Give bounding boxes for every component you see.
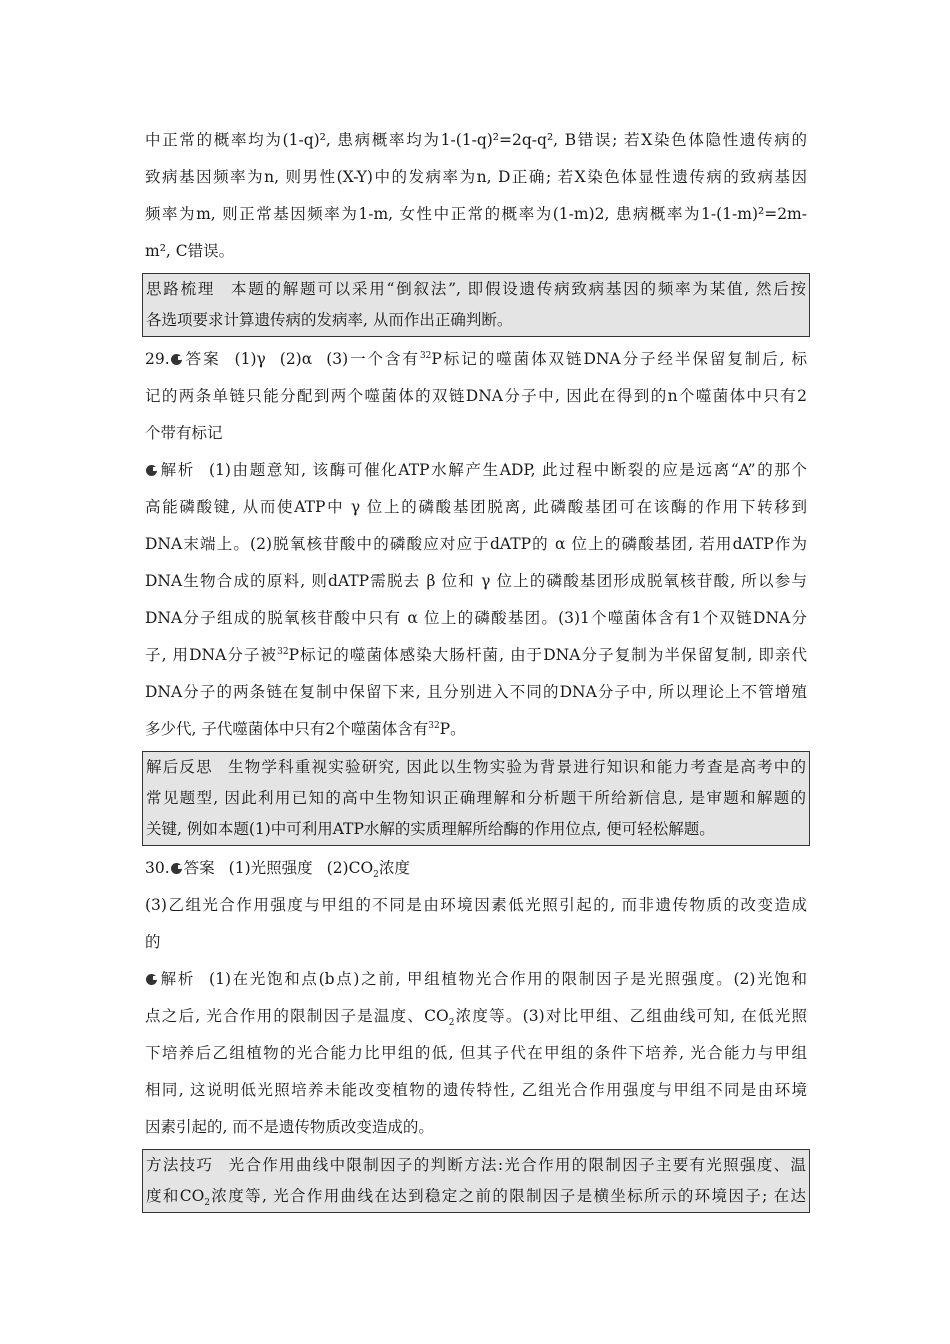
text-line xyxy=(145,637,807,674)
text-part: 度和CO xyxy=(146,1187,205,1205)
tip-text: 光合作用曲线中限制因子的判断方法:光合作用的限制因子主要有光照强度、温 xyxy=(227,1156,806,1174)
answer-part: (2)CO xyxy=(326,859,374,877)
text-line: 频率为m, 则正常基因频率为1-m, 女性中正常的概率为(1-m)2, 患病概率为1-(1-m)²=2m- xyxy=(145,205,807,223)
text-line: m², C错误。 xyxy=(145,242,235,260)
text-line: 常见题型, 因此利用已知的高中生物知识正确理解和分析题干所给新信息, 是审题和解题的 xyxy=(146,789,806,807)
tip-label: 解后反思 xyxy=(146,758,213,776)
text-line: 高能磷酸键, 从而使ATP中 γ 位上的磷酸基团脱离, 此磷酸基团可在该酶的作用下转移到 xyxy=(145,498,807,516)
tip-box-method xyxy=(142,1149,810,1213)
question-number: 29. xyxy=(145,350,170,368)
text-line xyxy=(146,1150,806,1181)
analysis-marker-icon xyxy=(146,465,157,476)
answer-part: (1)光照强度 xyxy=(228,859,313,877)
analysis-label: 解析 xyxy=(159,461,195,479)
tip-label: 思路梳理 xyxy=(146,280,216,298)
tip-box-reflection xyxy=(142,751,810,846)
answer-part: 浓度 xyxy=(378,859,410,877)
tip-label: 方法技巧 xyxy=(146,1156,214,1174)
superscript: 32 xyxy=(419,350,432,361)
answer-marker-icon xyxy=(171,354,182,365)
answer-part: (3)一个含有 xyxy=(326,350,420,368)
subscript: 2 xyxy=(204,1198,211,1209)
analysis-text: (1)由题意知, 该酶可催化ATP水解产生ADP, 此过程中断裂的应是远离“A”的那个 xyxy=(208,461,807,479)
analysis-line xyxy=(145,961,807,998)
text-line xyxy=(145,998,807,1035)
text-line: 记的两条单链只能分配到两个噬菌体的双链DNA分子中, 因此在得到的n个噬菌体中只有2 xyxy=(145,387,807,405)
text-line: 的 xyxy=(145,933,161,951)
text-part: 多少代, 子代噬菌体中只有2个噬菌体含有 xyxy=(145,720,429,738)
question-number: 30. xyxy=(145,859,170,877)
text-line xyxy=(146,752,806,783)
text-line: 各选项要求计算遗传病的发病率, 从而作出正确判断。 xyxy=(146,311,513,329)
tip-box-thinking xyxy=(142,273,810,337)
answer-label: 答案 xyxy=(183,350,221,368)
answer-part: P标记的噬菌体双链DNA分子经半保留复制后, 标 xyxy=(431,350,807,368)
subscript: 2 xyxy=(373,870,379,881)
text-line: 致病基因频率为n, 则男性(X-Y)中的发病率为n, D正确; 若X染色体显性遗传病的致病基因 xyxy=(145,168,807,186)
text-line xyxy=(146,274,806,305)
tip-text: 生物学科重视实验研究, 因此以生物实验为背景进行知识和能力考查是高考中的 xyxy=(226,758,806,776)
text-line: DNA生物合成的原料, 则dATP需脱去 β 位和 γ 位上的磷酸基团形成脱氧核苷酸, 所以参与 xyxy=(145,572,807,590)
text-line: 因素引起的, 而不是遗传物质改变造成的。 xyxy=(145,1118,434,1136)
subscript: 2 xyxy=(448,1018,455,1029)
analysis-text: (1)在光饱和点(b点)之前, 甲组植物光合作用的限制因子是光照强度。(2)光饱和 xyxy=(209,970,807,988)
text-line: 相同, 这说明低光照培养未能改变植物的遗传特性, 乙组光合作用强度与甲组不同是由环境 xyxy=(145,1081,807,1099)
superscript: 32 xyxy=(277,646,289,657)
analysis-marker-icon xyxy=(146,974,157,985)
text-line: DNA末端上。(2)脱氧核苷酸中的磷酸应对应于dATP的 α 位上的磷酸基团, 若用dATP作为 xyxy=(145,535,807,553)
answer-line xyxy=(145,341,807,378)
answer-part: (1)γ xyxy=(234,350,266,368)
text-line: DNA分子组成的脱氧核苷酸中只有 α 位上的磷酸基团。(3)1个噬菌体含有1个双链DNA分 xyxy=(145,609,807,627)
text-line: 个带有标记 xyxy=(145,424,223,442)
text-part: P。 xyxy=(439,720,466,738)
text-part: 点之后, 光合作用的限制因子是温度、CO xyxy=(145,1007,449,1025)
text-part: P标记的噬菌体感染大肠杆菌, 由于DNA分子复制为半保留复制, 即亲代 xyxy=(288,646,807,664)
superscript: 32 xyxy=(428,720,440,731)
answer-marker-icon xyxy=(171,863,182,874)
text-line: 下培养后乙组植物的光合能力比甲组的低, 但其子代在甲组的条件下培养, 光合能力与甲组 xyxy=(145,1044,807,1062)
text-line xyxy=(146,1181,806,1212)
text-part: 子, 用DNA分子被 xyxy=(145,646,278,664)
text-line: DNA分子的两条链在复制中保留下来, 且分别进入不同的DNA分子中, 所以理论上不管增殖 xyxy=(145,683,807,701)
page-content xyxy=(145,122,807,1217)
text-line: 关键, 例如本题(1)中可利用ATP水解的实质理解所给酶的作用位点, 便可轻松解题。 xyxy=(146,820,715,838)
text-line: 中正常的概率均为(1-q)², 患病概率均为1-(1-q)²=2q-q², B错误; 若X染色体隐性遗传病的 xyxy=(145,131,807,149)
tip-text: 本题的解题可以采用“倒叙法”, 即假设遗传病致病基因的频率为某值, 然后按 xyxy=(229,280,806,298)
text-line xyxy=(145,711,807,748)
answer-label: 答案 xyxy=(183,859,215,877)
answer-part: (2)α xyxy=(279,350,313,368)
analysis-line xyxy=(145,452,807,489)
answer-line xyxy=(145,850,807,887)
text-line: (3)乙组光合作用强度与甲组的不同是由环境因素低光照引起的, 而非遗传物质的改变造成 xyxy=(145,896,807,914)
analysis-label: 解析 xyxy=(159,970,196,988)
text-part: 浓度等。(3)对比甲组、乙组曲线可知, 在低光照 xyxy=(454,1007,807,1025)
text-part: 浓度等, 光合作用曲线在达到稳定之前的限制因子是横坐标所示的环境因子; 在达 xyxy=(210,1187,806,1205)
